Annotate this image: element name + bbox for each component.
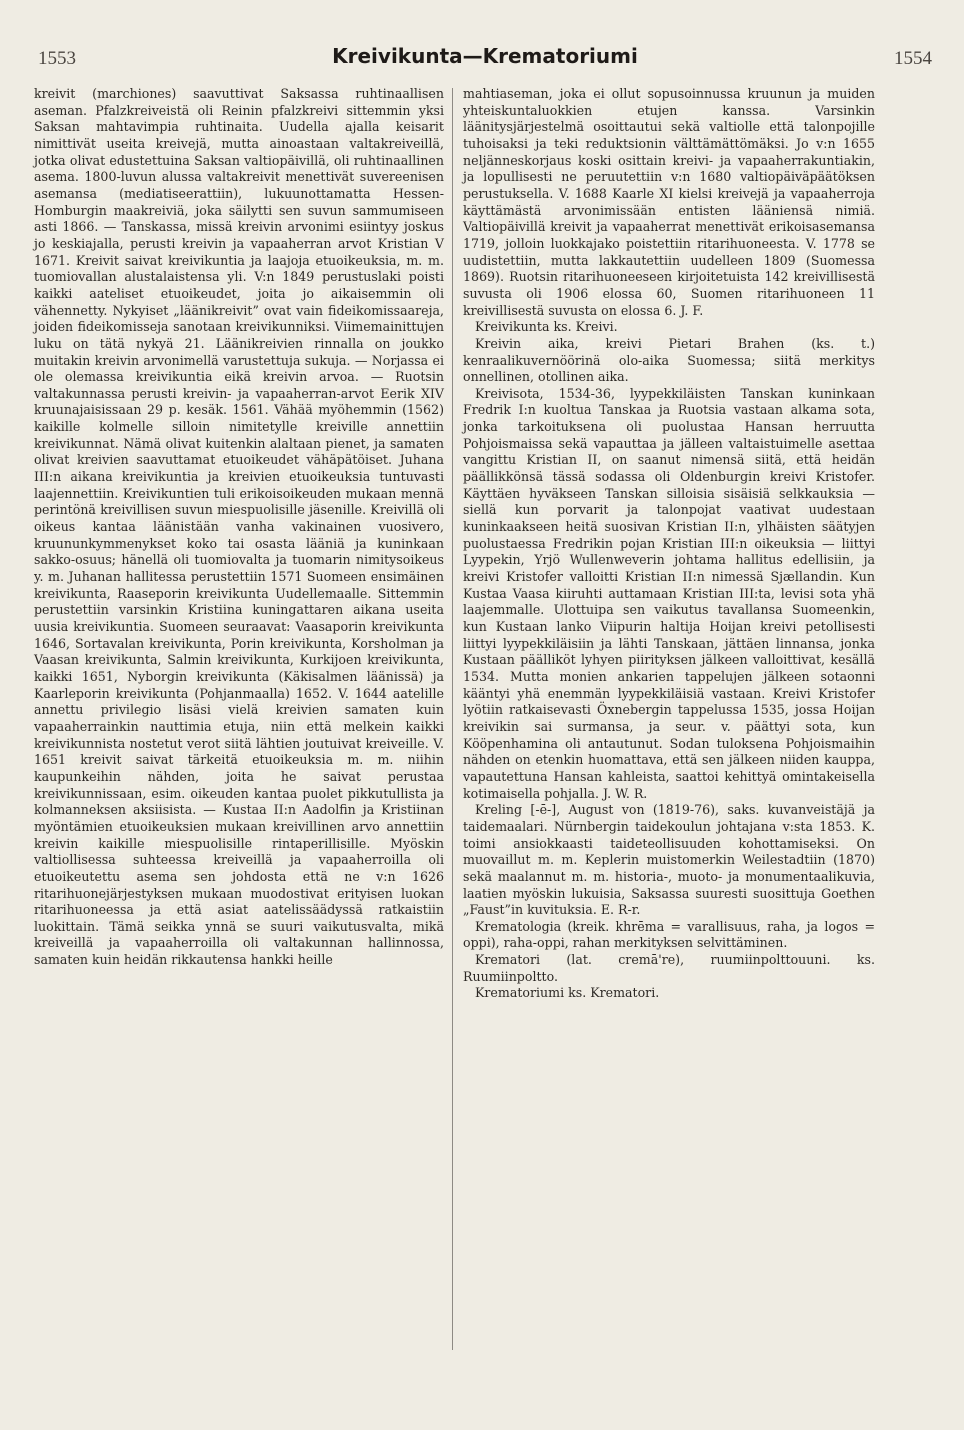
entry-krematoriumi: Krematoriumi ks. Krematori. xyxy=(475,985,660,1001)
page-number-right: 1554 xyxy=(894,48,932,69)
right-paragraph-continuation: mahtiaseman, joka ei ollut sopusoinnussa kruunun ja muiden yhteiskuntaluokkien etujen kanssa. Varsinkin läänitysjärjestelmä osoittautui sekä valtiolle että talonpojille tuhoisaksi ja teki reduktsionin välttämättömäksi. Jo v:n 1655 neljänneskorjaus koski osittain kreivi- ja vapaaherrakuntiakin, ja lopullisesti ne peruutettiin v:n 1680 valtiopäiväpäätöksen perustuksella. V. 1688 Kaarle XI kielsi kreivejä ja vapaaherroja käyttämästä arvonimissään entisten lääniensä nimiä. Valtiopäivillä kreivit ja vapaaherrat menettivät erikoisasemansa 1719, jolloin luokkajako poistettiin ritarihuoneesta. V. 1778 se uudistettiin, mutta lakkautettiin uudelleen 1809 (Suomessa 1869). Ruotsin ritarihuoneeseen kirjoitetuista 142 kreivillisestä suvusta oli 1906 elossa 60, Suomen ritarihuoneen 11 kreivillisestä suvusta on elossa 6. J. F. xyxy=(463,86,875,318)
entry-krematologia: Krematologia (kreik. khrēma = varallisuus, raha, ja logos = oppi), raha-oppi, rahan merkityksen selvittäminen. xyxy=(463,918,875,951)
left-column xyxy=(34,86,444,969)
entry-krematori: Krematori (lat. cremā're), ruumiinpolttouuni. ks. Ruumiinpoltto. xyxy=(463,952,875,984)
page-number-left: 1553 xyxy=(38,48,76,69)
right-column xyxy=(463,86,875,1002)
page-header xyxy=(38,44,932,74)
entry-kreivikunta: Kreivikunta ks. Kreivi. xyxy=(475,319,618,335)
left-paragraph: kreivit (marchiones) saavuttivat Saksassa ruhtinaallisen aseman. Pfalzkreiveistä oli Reinin pfalzkreivi sittemmin yksi Saksan mahtavimpia ruhtinaita. Uudella ajalla keisarit nimittivät useita kreivejä, mutta ainoastaan valtakreiveillä, jotka olivat edustettuina Saksan valtiopäivillä, oli ruhtinaallinen asema. 1800-luvun alussa valtakreivit menettivät suvereenisen asemansa (mediatiseerattiin), lukuunottamatta Hessen-Homburgin maakreiviä, joka säilytti sen suvun sammumiseen asti 1866. — Tanskassa, missä kreivin arvonimi esiintyy joskus jo keskiajalla, perusti kreivin ja vapaaherran arvot Kristian V 1671. Kreivit saivat kreivikuntia ja laajoja etuoikeuksia, m. m. tuomiovallan alustalaistensa yli. V:n 1849 perustuslaki poisti kaikki aateliset etuoikeudet, joita jo aikaisemmin oli vähennetty. Nykyiset „läänikreivit” ovat vain fideikomissaareja, joiden fideikomisseja sanotaan kreivikunniksi. Viimemainittujen luku on tätä nykyä 21. Läänikreivien rinnalla on joukko muitakin kreivin arvonimellä varustettuja sukuja. — Norjassa ei ole olemassa kreivikuntia eikä kreivin arvoa. — Ruotsin valtakunnassa perusti kreivin- ja vapaaherran-arvot Eerik XIV kruunajaisissaan 29 p. kesäk. 1561. Vähää myöhemmin (1562) kaikille kolmelle silloin nimitetylle kreiville annettiin kreivikunnat. Nämä olivat kuitenkin alaltaan pienet, ja samaten olivat kreivien saavuttamat etuoikeudet vähäpätöiset. Juhana III:n aikana kreivikuntia ja kreivien etuoikeuksia tuntuvasti laajennettiin. Kreivikuntien tuli erikoisoikeuden mukaan mennä perintönä kreivillisen suvun miespuolisille jäsenille. Kreivillä oli oikeus kantaa läänistään vanha vakinainen vuosivero, kruununkymmenykset koko tai osasta lääniä ja kuninkaan sakko-osuus; hänellä oli tuomiovalta ja tuomarin nimitysoikeus y. m. Juhanan hallitessa perustettiin 1571 Suomeen ensimäinen kreivikunta, Raaseporin kreivikunta Uudellemaalle. Sittemmin perustettiin varsinkin Kristiina kuningattaren aikana useita uusia kreivikuntia. Suomeen seuraavat: Vaasaporin kreivikunta 1646, Sortavalan kreivikunta, Porin kreivikunta, Korsholman ja Vaasan kreivikunta, Salmin kreivikunta, Kurkijoen kreivikunta, kaikki 1651, Nyborgin kreivikunta (Käkisalmen läänissä) ja Kaarleporin kreivikunta (Pohjanmaalla) 1652. V. 1644 aatelille annettu privilegio lisäsi vielä kreivien samaten kuin vapaaherrainkin nauttimia etuja, niin että melkein kaikki kreivikunnista nostetut verot siitä lähtien joutuivat kreiveille. V. 1651 kreivit saivat tärkeitä etuoikeuksia m. m. niihin kaupunkeihin nähden, joita he saivat perustaa kreivikunnissaan, esim. oikeuden kantaa puolet pikkutullista ja kolmanneksen aksiisista. — Kustaa II:n Aadolfin ja Kristiinan myöntämien etuoikeuksien mukaan kreivillinen arvo annettiin kreivin kaikille miespuolisille rintaperillisille. Myöskin valtiollisessa suhteessa kreiveillä ja vapaaherroilla oli etuoikeutettu asema sen johdosta että ne v:n 1626 ritarihuonejärjestyksen mukaan muodostivat erityisen luokan ritarihuoneessa ja että asiat aatelissäädyssä ratkaistiin luokittain. Tämä seikka ynnä se suuri vaikutusvalta, mikä kreiveillä ja vapaaherroilla oli valtakunnan hallinnossa, samaten kuin heidän rikkautensa hankki heille xyxy=(34,86,444,968)
entry-kreling: Kreling [-ē-], August von (1819-76), saks. kuvanveistäjä ja taidemaalari. Nürnbergin taidekoulun johtajana v:sta 1853. K. toimi ansiokkaasti taideteollisuuden kohottamiseksi. On muovaillut m. m. Keplerin muistomerkin Weilestadtiin (1870) sekä maalannut m. m. historia-, muoto- ja monumentaalikuvia, laatien myöskin lukuisia, Saksassa suuresti suosittuja Goethen „Faust”in kuvituksia. E. R-r. xyxy=(463,802,875,918)
entry-kreivisota: Kreivisota, 1534-36, lyypekkiläisten Tanskan kuninkaan Fredrik I:n kuoltua Tanskaa ja Ruotsia vastaan alkama sota, jonka tarkoituksena oli puolustaa Hansan herruutta Pohjoismaissa sekä vapauttaa ja jälleen valtaistuimelle asettaa vangittu Kristian II, on saanut nimensä siitä, että heidän päällikkönsä tässä sodassa oli Oldenburgin kreivi Kristofer. Käyttäen hyväkseen Tanskan silloisia sisäisiä selkkauksia — siellä kun porvarit ja talonpojat vaativat uudestaan kuninkaakseen heitä suosivan Kristian II:n, ylhäisten säätyjen puolustaessa Fredrikin pojan Kristian III:n oikeuksia — liittyi Lyypekin, Yrjö Wullenweverin johtama hallitus edellisiin, ja kreivi Kristofer valloitti Kristian II:n nimessä Sjællandin. Kun Kustaa Vaasa kiiruhti auttamaan Kristian III:ta, levisi sota yhä laajemmalle. Ulottuipa sen vaikutus tavallansa Suomeenkin, kun Kustaan lanko Viipurin haltija Hoijan kreivi petollisesti liittyi lyypekkiläisiin ja lähti Tanskaan, jättäen linnansa, jonka Kustaan päälliköt lyhyen piirityksen jälkeen valloittivat, kesällä 1534. Mutta monien ankarien tappelujen jälkeen sotaonni kääntyi yhä enemmän lyypekkiläisiä vastaan. Kreivi Kristofer lyötiin ratkaisevasti Öxnebergin tappelussa 1535, jossa Hoijan kreivikin sai surmansa, ja seur. v. päättyi sota, kun Kööpenhamina oli antautunut. Sodan tuloksena Pohjoismaihin nähden on etenkin huomattava, että sen jälkeen niiden kauppa, vapautettuna Hansan kahleista, saattoi kehittyä omintakeisella kotimaisella pohjalla. J. W. R. xyxy=(463,385,875,801)
column-divider xyxy=(452,88,453,1350)
running-title: Kreivikunta—Krematoriumi xyxy=(332,44,638,68)
entry-kreivin-aika: Kreivin aika, kreivi Pietari Brahen (ks. t.) kenraalikuvernöörinä olo-aika Suomessa; siitä merkitys onnellinen, otollinen aika. xyxy=(463,335,875,385)
